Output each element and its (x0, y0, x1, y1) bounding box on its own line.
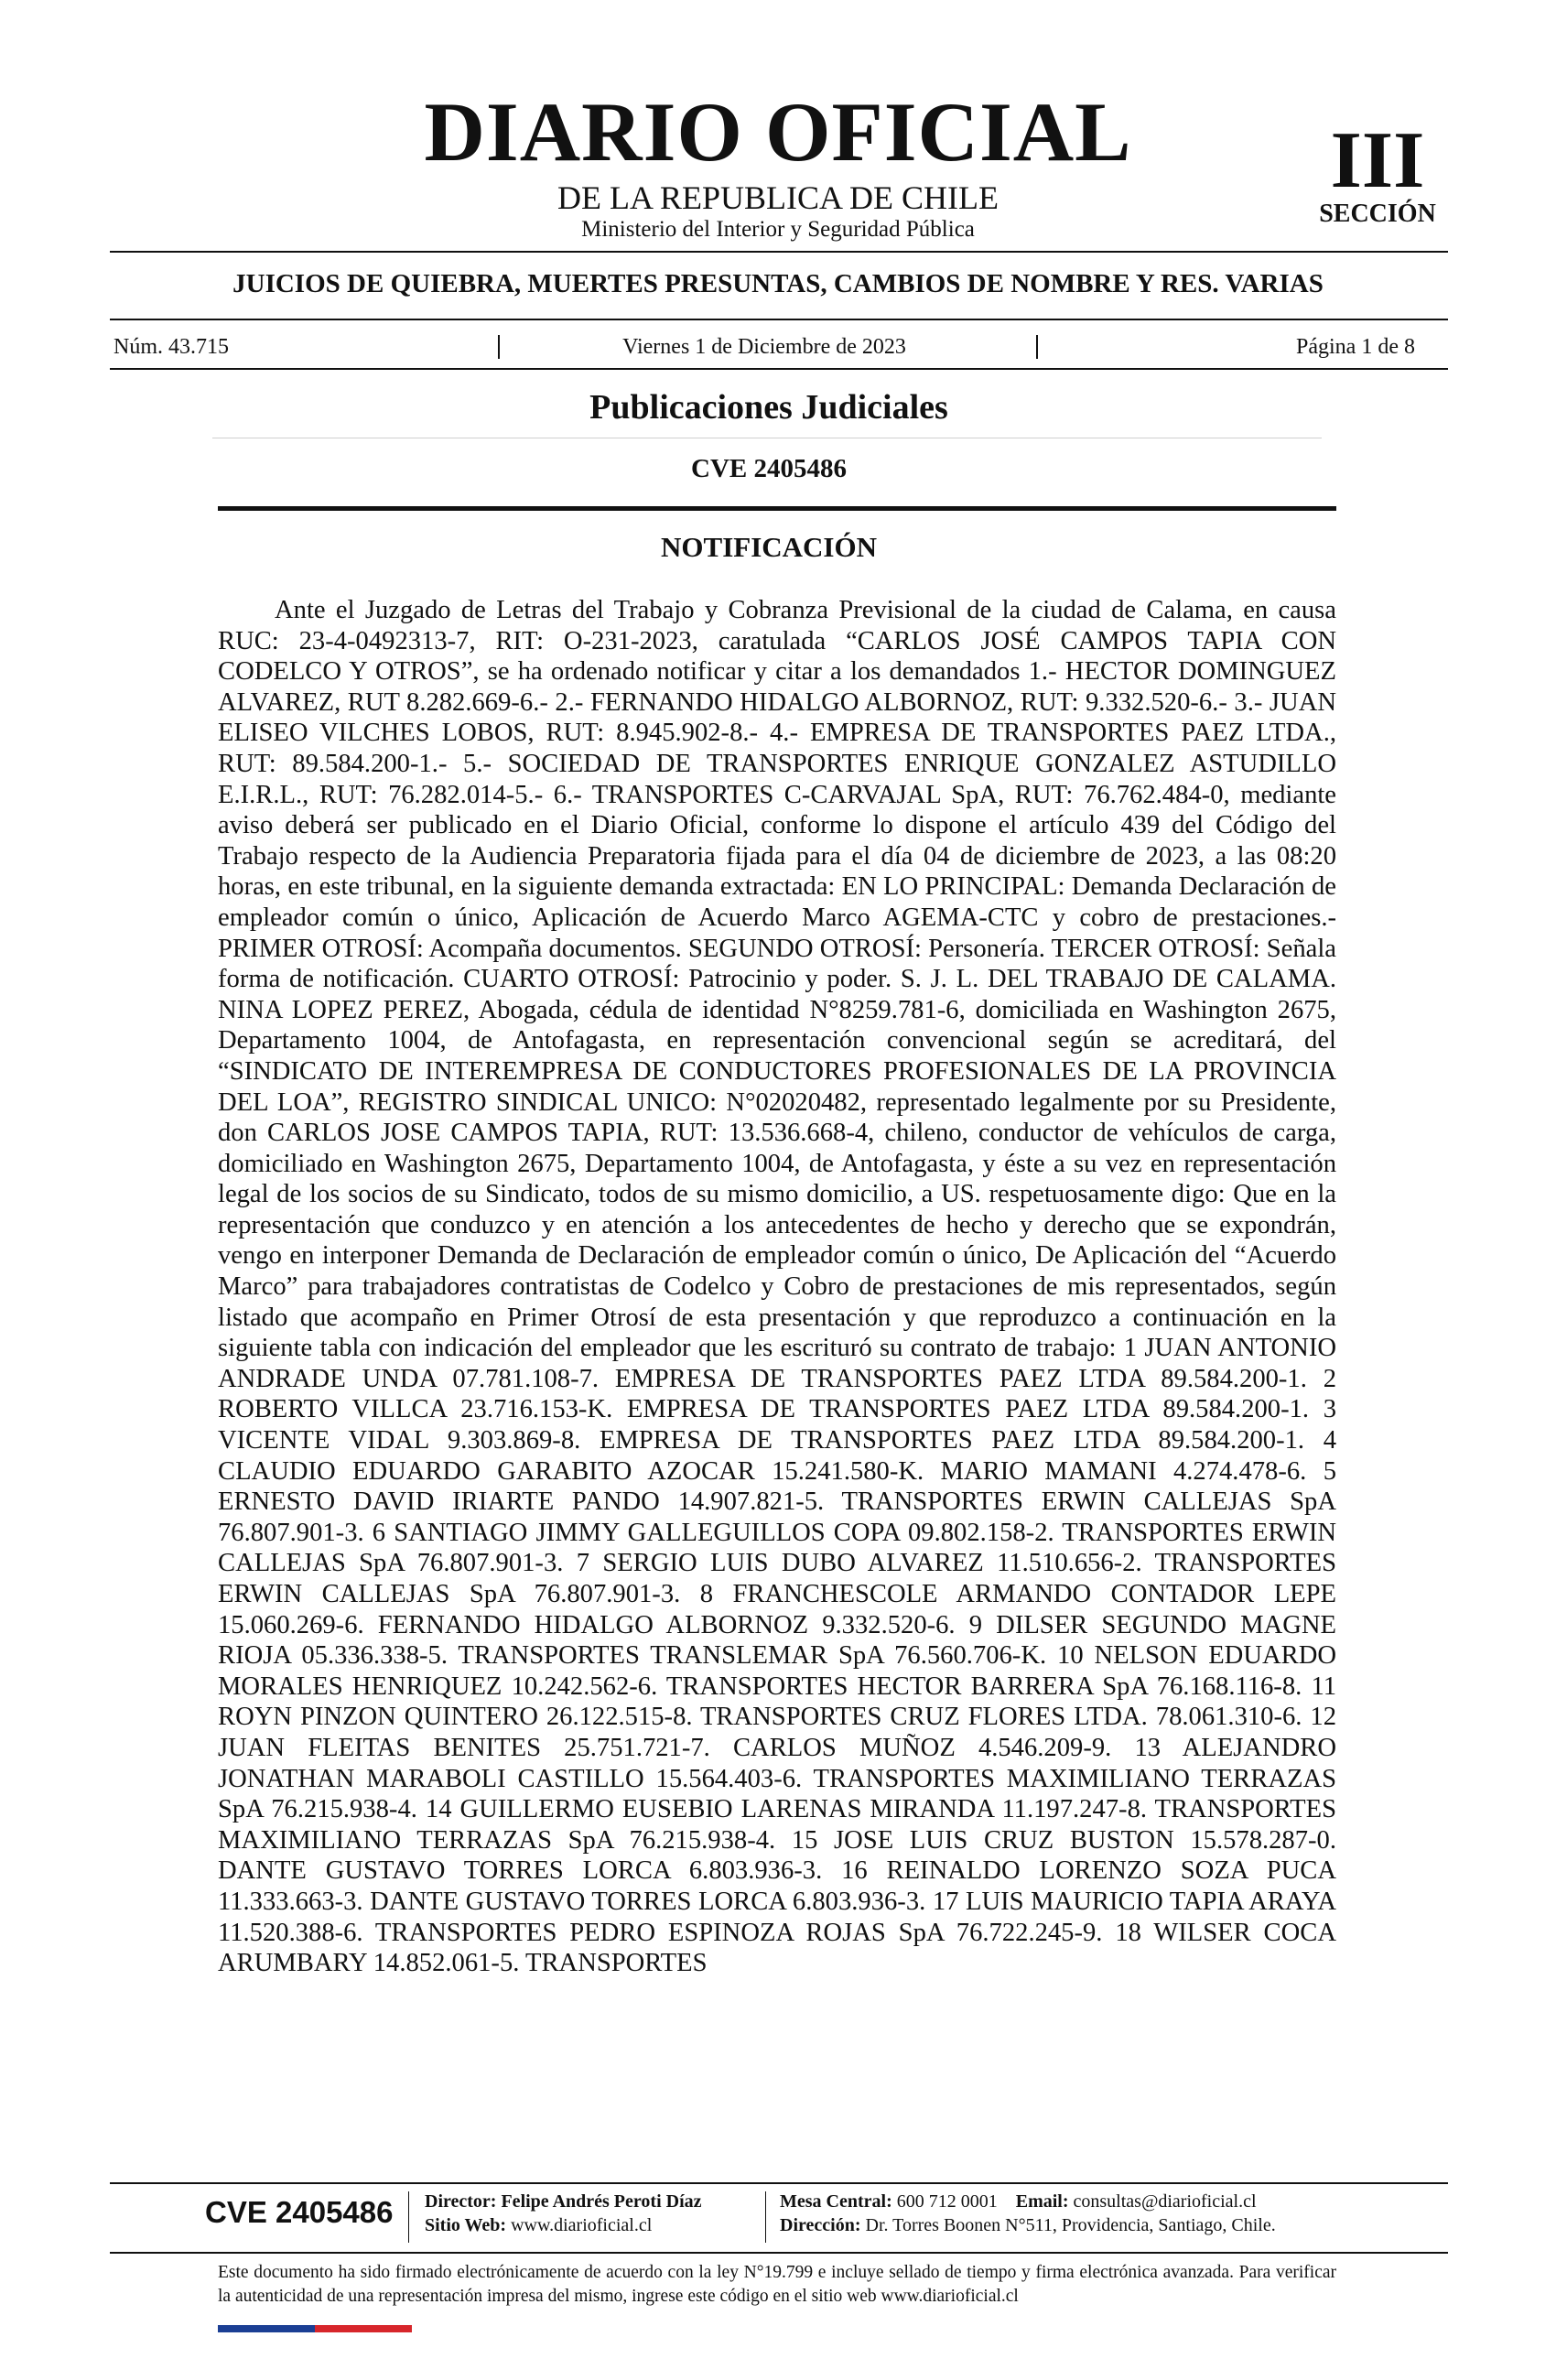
section-label: SECCIÓN (1319, 200, 1436, 228)
notice-title: NOTIFICACIÓN (661, 531, 877, 563)
cve-code: CVE 2405486 (691, 454, 847, 483)
cve-divider (218, 506, 1336, 511)
masthead-divider (110, 251, 1448, 253)
section-number: III (1330, 116, 1425, 205)
footer-director-block (425, 2190, 702, 2237)
flag-stripe-blue (218, 2325, 315, 2332)
masthead-subtitle: DE LA REPUBLICA DE CHILE (557, 179, 999, 216)
site-label: Sitio Web: (425, 2215, 507, 2235)
director-value: Felipe Andrés Peroti Díaz (501, 2191, 702, 2212)
issue-divider (110, 368, 1448, 370)
footer-bottom-divider (110, 2252, 1448, 2254)
footer-separator (765, 2191, 766, 2243)
site-link[interactable]: www.diarioficial.cl (511, 2215, 653, 2235)
notice-body: Ante el Juzgado de Letras del Trabajo y Cobranza Previsional de la ciudad de Calama, en causa RUC: 23-4-0492313-7, RIT: O-231-2023, caratulada “CARLOS JOSÉ CAMPOS TAPIA CON CODELCO Y OTROS”, se ha ordenado notificar y citar a los demandados 1.- HECTOR DOMINGUEZ ALVAREZ, RUT 8.282.669-6.- 2.- FERNANDO HIDALGO ALBORNOZ, RUT: 9.332.520-6.- 3.- JUAN ELISEO VILCHES LOBOS, RUT: 8.945.902-8.- 4.- EMPRESA DE TRANSPORTES PAEZ LTDA., RUT: 89.584.200-1.- 5.- SOCIEDAD DE TRANSPORTES ENRIQUE GONZALEZ ASTUDILLO E.I.R.L., RUT: 76.282.014-5.- 6.- TRANSPORTES C-CARVAJAL SpA, RUT: 76.762.484-0, mediante aviso deberá ser publicado en el Diario Oficial, conforme lo dispone el artículo 439 del Código del Trabajo respecto de la Audiencia Preparatoria fijada para el día 04 de diciembre de 2023, a las 08:20 horas, en este tribunal, en la siguiente demanda extractada: EN LO PRINCIPAL: Demanda Declaración de empleador común o único, Aplicación de Acuerdo Marco AGEMA-CTC y cobro de prestaciones.- PRIMER OTROSÍ: Acompaña documentos. SEGUNDO OTROSÍ: Personería. TERCER OTROSÍ: Señala forma de notificación. CUARTO OTROSÍ: Patrocinio y poder. S. J. L. DEL TRABAJO DE CALAMA. NINA LOPEZ PEREZ, Abogada, cédula de identidad N°8259.781-6, domiciliada en Washington 2675, Departamento 1004, de Antofagasta, en representación convencional según se acreditará, del “SINDICATO DE INTEREMPRESA DE CONDUCTORES PROFESIONALES DE LA PROVINCIA DEL LOA”, REGISTRO SINDICAL UNICO: N°02020482, representado legalmente por su Presidente, don CARLOS JOSE CAMPOS TAPIA, RUT: 13.536.668-4, chileno, conductor de vehículos de carga, domiciliado en Washington 2675, Departamento 1004, de Antofagasta, y éste a su vez en representación legal de los socios de su Sindicato, todos de su mismo domicilio, a US. respetuosamente digo: Que en la representación que conduzco y en atención a los antecedentes de hecho y derecho que se expondrán, vengo en interponer Demanda de Declaración de empleador común o único, De Aplicación del “Acuerdo Marco” para trabajadores contratistas de Codelco y Cobro de prestaciones de mis representados, según listado que acompaño en Primer Otrosí de esta presentación y que reproduzco a continuación en la siguiente tabla con indicación del empleador que les escrituró su contrato de trabajo: 1 JUAN ANTONIO ANDRADE UNDA 07.781.108-7. EMPRESA DE TRANSPORTES PAEZ LTDA 89.584.200-1. 2 ROBERTO VILLCA 23.716.153-K. EMPRESA DE TRANSPORTES PAEZ LTDA 89.584.200-1. 3 VICENTE VIDAL 9.303.869-8. EMPRESA DE TRANSPORTES PAEZ LTDA 89.584.200-1. 4 CLAUDIO EDUARDO GARABITO AZOCAR 15.241.580-K. MARIO MAMANI 4.274.478-6. 5 ERNESTO DAVID IRIARTE PANDO 14.907.821-5. TRANSPORTES ERWIN CALLEJAS SpA 76.807.901-3. 6 SANTIAGO JIMMY GALLEGUILLOS COPA 09.802.158-2. TRANSPORTES ERWIN CALLEJAS SpA 76.807.901-3. 7 SERGIO LUIS DUBO ALVAREZ 11.510.656-2. TRANSPORTES ERWIN CALLEJAS SpA 76.807.901-3. 8 FRANCHESCOLE ARMANDO CONTADOR LEPE 15.060.269-6. FERNANDO HIDALGO ALBORNOZ 9.332.520-6. 9 DILSER SEGUNDO MAGNE RIOJA 05.336.338-5. TRANSPORTES TRANSLEMAR SpA 76.560.706-K. 10 NELSON EDUARDO MORALES HENRIQUEZ 10.242.562-6. TRANSPORTES HECTOR BARRERA SpA 76.168.116-8. 11 ROYN PINZON QUINTERO 26.122.515-8. TRANSPORTES CRUZ FLORES LTDA. 78.061.310-6. 12 JUAN FLEITAS BENITES 25.751.721-7. CARLOS MUÑOZ 4.546.209-9. 13 ALEJANDRO JONATHAN MARABOLI CASTILLO 15.564.403-6. TRANSPORTES MAXIMILIANO TERRAZAS SpA 76.215.938-4. 14 GUILLERMO EUSEBIO LARENAS MIRANDA 11.197.247-8. TRANSPORTES MAXIMILIANO TERRAZAS SpA 76.215.938-4. 15 JOSE LUIS CRUZ BUSTON 15.578.287-0. DANTE GUSTAVO TORRES LORCA 6.803.936-3. 16 REINALDO LORENZO SOZA PUCA 11.333.663-3. DANTE GUSTAVO TORRES LORCA 6.803.936-3. 17 LUIS MAURICIO TAPIA ARAYA 11.520.388-6. TRANSPORTES PEDRO ESPINOZA ROJAS SpA 76.722.245-9. 18 WILSER COCA ARUMBARY 14.852.061-5. TRANSPORTES (218, 596, 1336, 1978)
address-value: Dr. Torres Boonen N°511, Providencia, Santiago, Chile. (865, 2215, 1276, 2235)
issue-separator (1036, 335, 1038, 359)
category-heading: JUICIOS DE QUIEBRA, MUERTES PRESUNTAS, CAMBIOS DE NOMBRE Y RES. VARIAS (232, 269, 1324, 298)
publication-type: Publicaciones Judiciales (589, 388, 948, 427)
category-divider (110, 319, 1448, 320)
footer-divider (110, 2182, 1448, 2184)
email-link[interactable]: consultas@diarioficial.cl (1073, 2191, 1257, 2212)
mesa-label: Mesa Central: (780, 2191, 892, 2212)
director-label: Director: (425, 2191, 497, 2212)
footer-legal-notice: Este documento ha sido firmado electrónicamente de acuerdo con la ley N°19.799 e incluye sellado de tiempo y firma electrónica avanzada. Para verificar la autenticidad de una representación impresa del mismo, ingrese este código en el sitio web www.diarioficial.cl (218, 2263, 1336, 2306)
masthead-ministry: Ministerio del Interior y Seguridad Pública (581, 217, 975, 242)
email-label: Email: (1015, 2191, 1069, 2212)
mesa-value: 600 712 0001 (896, 2191, 998, 2212)
footer-separator (408, 2191, 409, 2243)
issue-number: Núm. 43.715 (113, 335, 229, 359)
masthead-title: DIARIO OFICIAL (424, 85, 1132, 178)
footer-contact-block (780, 2190, 1276, 2237)
issue-info-row (113, 333, 1415, 361)
footer-info (110, 2186, 1448, 2248)
page-indicator: Página 1 de 8 (1296, 335, 1415, 359)
address-label: Dirección: (780, 2215, 861, 2235)
footer-cve-code: CVE 2405486 (205, 2195, 394, 2229)
flag-stripe-red (315, 2325, 412, 2332)
issue-date: Viernes 1 de Diciembre de 2023 (622, 335, 906, 359)
